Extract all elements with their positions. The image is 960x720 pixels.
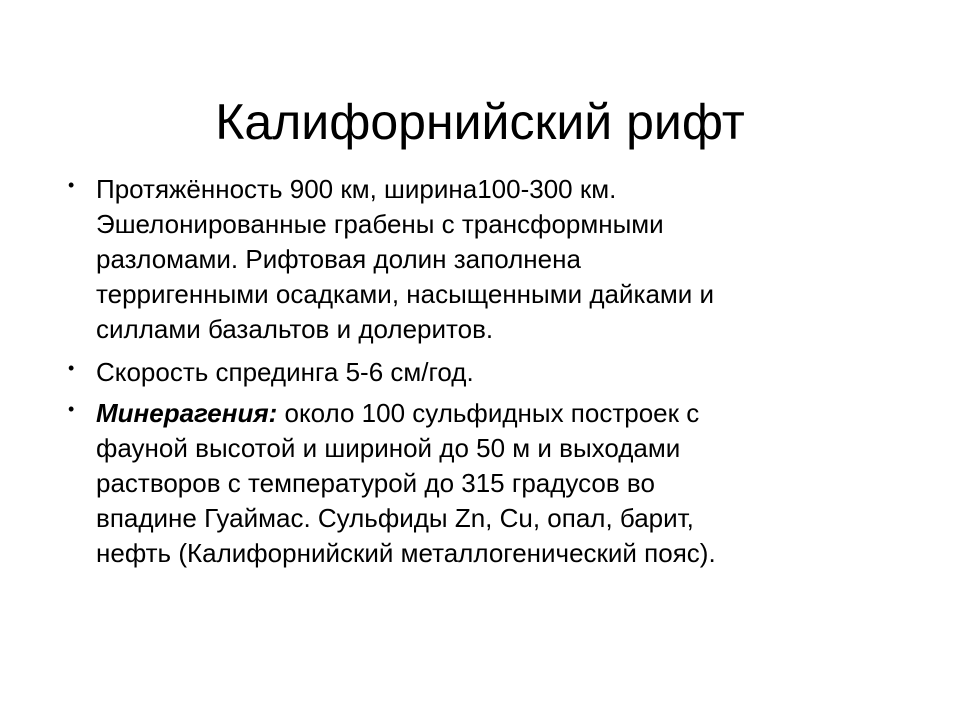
bullet-item-length [58, 172, 878, 347]
slide-title: Калифорнийский рифт [215, 93, 745, 150]
bullet-line: растворов с температурой до 315 градусов во [96, 468, 655, 498]
bullet-line: впадине Гуаймас. Сульфиды Zn, Cu, опал, барит, [96, 503, 694, 533]
bullet-line: разломами. Рифтовая долин заполнена [96, 244, 581, 274]
bullet-line: Эшелонированные грабены с трансформными [96, 209, 664, 239]
bullet-line-rest: около 100 сульфидных построек с [277, 398, 700, 428]
bullet-keyword: Минерагения: [96, 398, 278, 428]
bullet-line: Скорость спрединга 5-6 см/год. [96, 357, 474, 387]
bullet-line: терригенными осадками, насыщенными дайками и [96, 279, 715, 309]
bullet-text [96, 355, 878, 390]
bullet-line [96, 396, 878, 431]
bullet-list [58, 172, 878, 579]
bullet-item-spreading-rate [58, 355, 878, 390]
bullet-line: нефть (Калифорнийский металлогенический пояс). [96, 538, 716, 568]
bullet-item-minerageny [58, 396, 878, 571]
bullet-dot-icon: • [68, 175, 75, 195]
bullet-line: силлами базальтов и долеритов. [96, 314, 494, 344]
bullet-dot-icon: • [68, 399, 75, 419]
bullet-line: фауной высотой и шириной до 50 м и выходами [96, 433, 681, 463]
bullet-text [96, 396, 878, 571]
bullet-line: Протяжённость 900 км, ширина100-300 км. [96, 174, 617, 204]
bullet-text [96, 172, 878, 347]
bullet-dot-icon: • [68, 358, 75, 378]
